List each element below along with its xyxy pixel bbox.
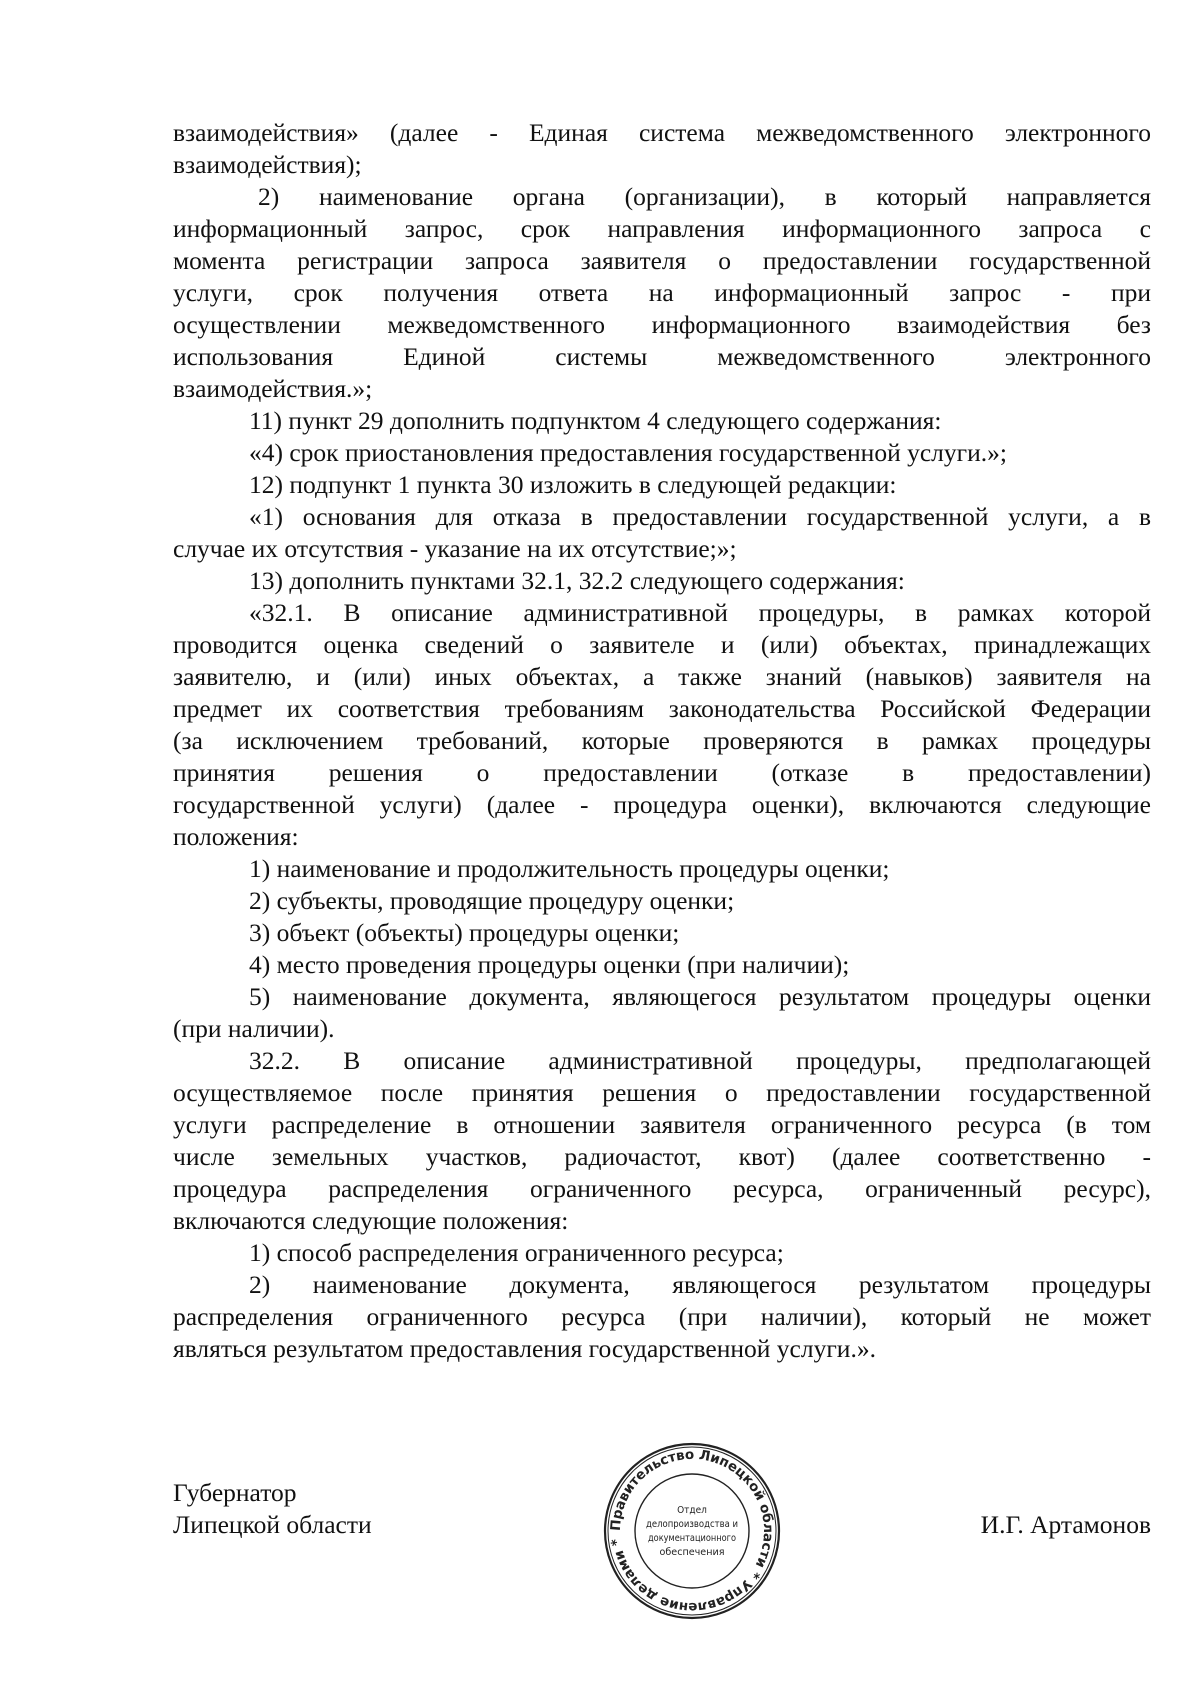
text-line: услуги, срок получения ответа на информационный запрос - при <box>173 278 1151 307</box>
text-line: государственной услуги) (далее - процедура оценки), включаются следующие <box>173 790 1151 819</box>
text-line: услуги распределение в отношении заявителя ограниченного ресурса (в том <box>173 1110 1151 1139</box>
signatory-region: Липецкой области <box>173 1510 372 1539</box>
seal-inner-line: делопроизводства и <box>646 1519 738 1530</box>
text-line: осуществляемое после принятия решения о предоставлении государственной <box>173 1078 1151 1107</box>
text-line: 5) наименование документа, являющегося результатом процедуры оценки <box>249 982 1151 1011</box>
text-line: момента регистрации запроса заявителя о предоставлении государственной <box>173 246 1151 275</box>
text-line: числе земельных участков, радиочастот, квот) (далее соответственно - <box>173 1142 1151 1171</box>
text-line: 11) пункт 29 дополнить подпунктом 4 следующего содержания: <box>249 406 942 435</box>
text-line: взаимодействия); <box>173 150 362 179</box>
seal-inner-line: документационного <box>648 1533 737 1544</box>
seal-graphic <box>603 1442 781 1620</box>
text-line: распределения ограниченного ресурса (при наличии), который не может <box>173 1302 1151 1331</box>
text-line: «1) основания для отказа в предоставлении государственной услуги, а в <box>249 502 1151 531</box>
signatory-name: И.Г. Артамонов <box>980 1510 1151 1539</box>
text-line: взаимодействия.»; <box>173 374 373 403</box>
text-line: включаются следующие положения: <box>173 1206 569 1235</box>
text-line: процедура распределения ограниченного ресурса, ограниченный ресурс), <box>173 1174 1151 1203</box>
text-line: заявителю, и (или) иных объектах, а также знаний (навыков) заявителя на <box>173 662 1151 691</box>
text-line: «32.1. В описание административной процедуры, в рамках которой <box>249 598 1151 627</box>
text-line: 4) место проведения процедуры оценки (при наличии); <box>249 950 850 979</box>
seal-inner-line: Отдел <box>677 1505 707 1516</box>
text-line: проводится оценка сведений о заявителе и (или) объектах, принадлежащих <box>173 630 1151 659</box>
text-line: использования Единой системы межведомственного электронного <box>173 342 1151 371</box>
text-line: 2) наименование органа (организации), в который направляется <box>258 182 1151 211</box>
text-line: 12) подпункт 1 пункта 30 изложить в следующей редакции: <box>249 470 897 499</box>
seal-inner-ring <box>635 1474 749 1588</box>
text-line: «4) срок приостановления предоставления государственной услуги.»; <box>249 438 1007 467</box>
text-line: 13) дополнить пунктами 32.1, 32.2 следующего содержания: <box>249 566 905 595</box>
seal-outer-text: Правительство Липецкой области * Управление делами * <box>607 1446 777 1616</box>
text-line: 1) способ распределения ограниченного ресурса; <box>249 1238 784 1267</box>
seal-inner-line: обеспечения <box>659 1547 725 1558</box>
text-line: (при наличии). <box>173 1014 335 1043</box>
text-line: случае их отсутствия - указание на их отсутствие;»; <box>173 534 737 563</box>
text-line: принятия решения о предоставлении (отказе в предоставлении) <box>173 758 1151 787</box>
seal-outer-ring <box>605 1444 779 1618</box>
text-line: положения: <box>173 822 299 851</box>
text-line: 2) наименование документа, являющегося результатом процедуры <box>249 1270 1151 1299</box>
text-line: взаимодействия» (далее - Единая система межведомственного электронного <box>173 118 1151 147</box>
text-line: 2) субъекты, проводящие процедуру оценки; <box>249 886 735 915</box>
text-line: 1) наименование и продолжительность процедуры оценки; <box>249 854 890 883</box>
signatory-position: Губернатор <box>173 1478 297 1507</box>
text-line: предмет их соответствия требованиям законодательства Российской Федерации <box>173 694 1151 723</box>
text-line: осуществлении межведомственного информационного взаимодействия без <box>173 310 1151 339</box>
text-line: 3) объект (объекты) процедуры оценки; <box>249 918 680 947</box>
official-seal <box>603 1442 781 1620</box>
text-line: (за исключением требований, которые проверяются в рамках процедуры <box>173 726 1151 755</box>
text-line: являться результатом предоставления государственной услуги.». <box>173 1334 876 1363</box>
text-line: информационный запрос, срок направления информационного запроса с <box>173 214 1151 243</box>
text-line: 32.2. В описание административной процедуры, предполагающей <box>249 1046 1151 1075</box>
